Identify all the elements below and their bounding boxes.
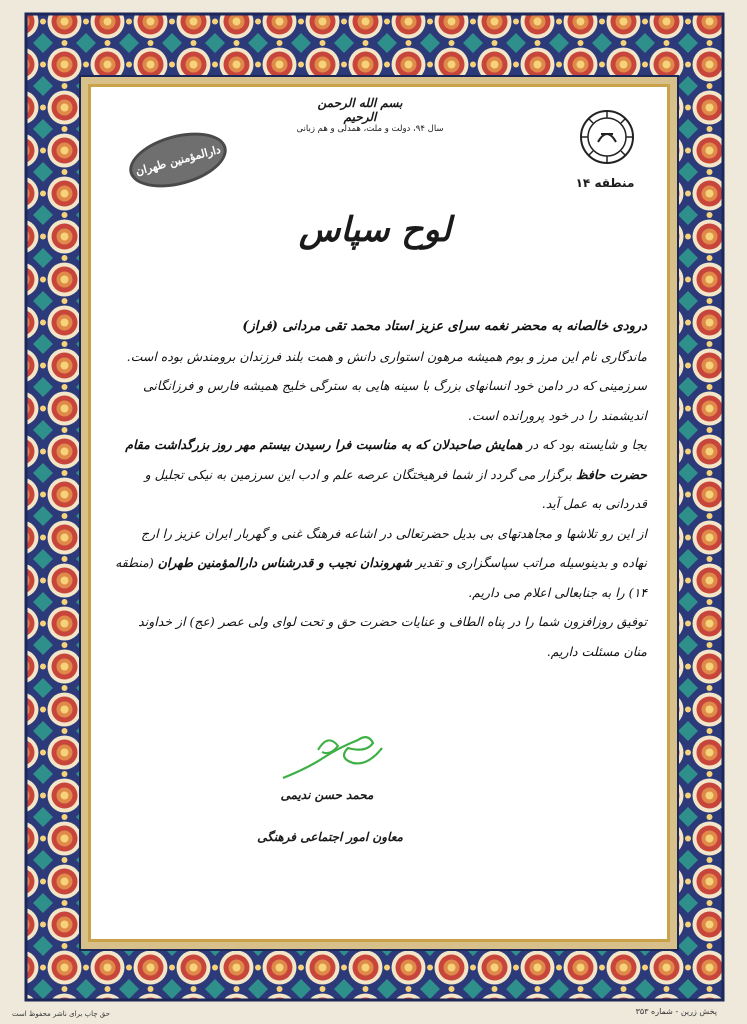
handwritten-signature [278, 728, 388, 788]
paragraph-3-end: (منطقه ۱۴) را به جنابعالی اعلام می داریم. [115, 555, 647, 600]
paragraph-2 [112, 430, 647, 519]
year-motto: سال ۹۴، دولت و ملت، همدلی و هم زبانی [296, 124, 444, 134]
certificate-body [112, 312, 647, 666]
municipality-logo-icon [578, 108, 636, 166]
basmala: بسم الله الرحمن الرحیم [317, 96, 403, 124]
page-title: لوح سپاس [298, 210, 452, 250]
paragraph-2-event: همایش صاحبدلان که به مناسبت فرا رسیدن بیستم مهر روز بزرگداشت مقام حضرت حافظ [125, 437, 647, 482]
paragraph-4: توفیق روزافزون شما را در پناه الطاف و عنایات حضرت حق و تحت لوای ولی عصر (عج) از خداوند منان مسئلت داریم. [138, 614, 647, 659]
signatory-role: معاون امور اجتماعی فرهنگی [257, 830, 403, 844]
signatory-name: محمد حسن ندیمی [280, 788, 374, 802]
salutation: درودی خالصانه به محضر نغمه سرای عزیز استاد محمد تقی مردانی (فراز) [242, 319, 647, 334]
publisher-note: پخش زرین - شماره ۳۵۳ [635, 1007, 717, 1016]
paragraph-2-end: برگزار می گردد از شما فرهیختگان عرصه علم و ادب این سرزمین به نیکی تجلیل و قدردانی به عمل آید. [144, 466, 647, 511]
copyright-note: حق چاپ برای ناشر محفوظ است [12, 1010, 110, 1018]
paragraph-2-start: بجا و شایسته بود که در [526, 437, 647, 452]
paragraph-3-citizens: شهروندان نجیب و قدرشناس دارالمؤمنین طهران [157, 555, 412, 570]
paragraph-3 [112, 519, 647, 608]
paragraph-1: ماندگاری نام این مرز و بوم همیشه مرهون استواری دانش و همت بلند فرزندان برومندش بوده است. سرزمینی که در دامن خود انسانهای بزرگ با سینه هایی به سترگی خلیج همیشه فارس و فرزانگانی اندیشمند را در خود پرورانده است. [126, 348, 647, 423]
district-label: منطقه ۱۴ [575, 176, 635, 190]
stamp-text: دارالمؤمنین طهران [134, 142, 222, 178]
paragraph-3-start: از این رو تلاشها و مجاهدتهای بی بدیل حضرتعالی در اشاعه فرهنگ غنی و گهربار ایران عزیز را ارج نهاده و بدینوسیله مراتب سپاسگزاری و تقدیر [141, 525, 647, 570]
